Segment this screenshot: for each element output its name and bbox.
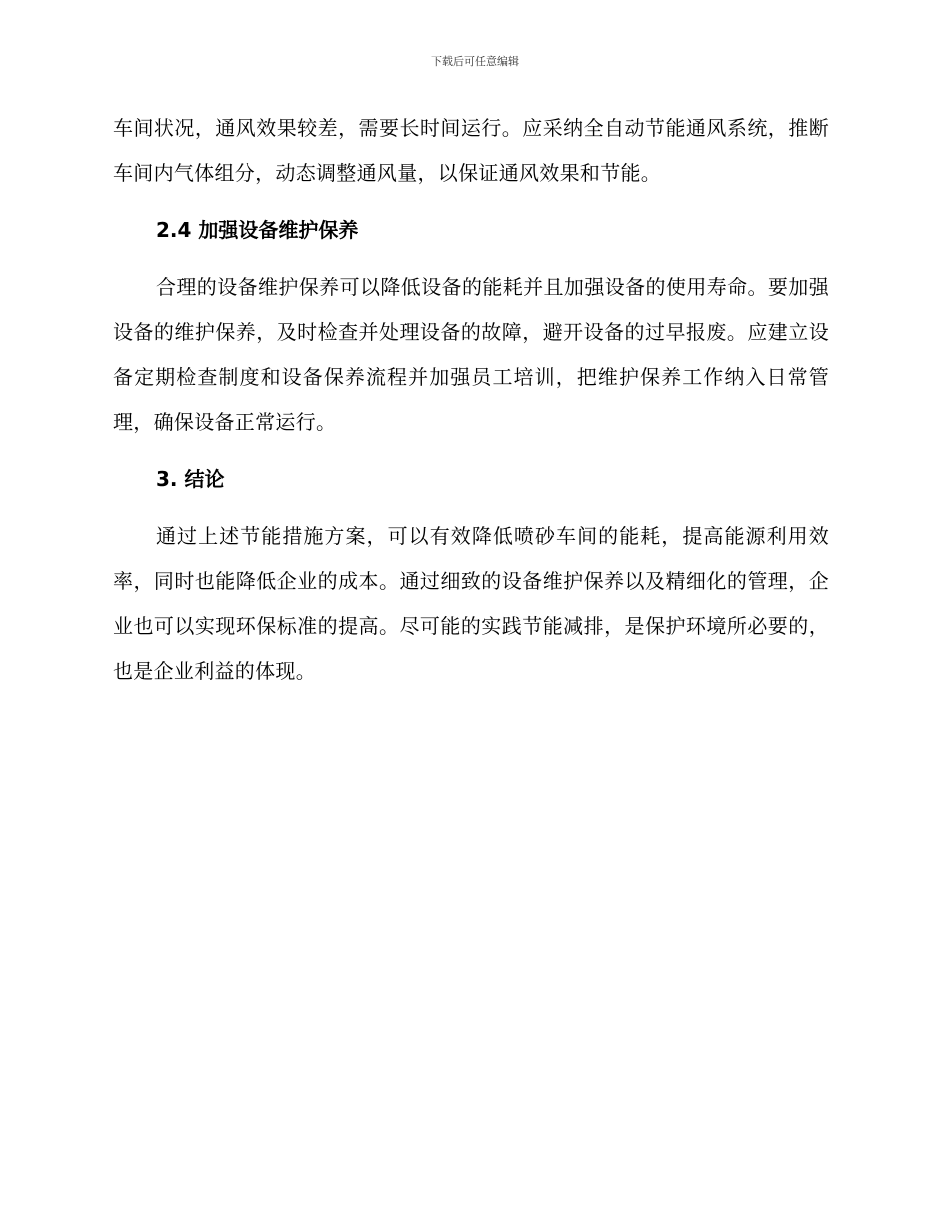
section-3-paragraph: 通过上述节能措施方案，可以有效降低喷砂车间的能耗，提高能源利用效率，同时也能降低企业的成本。通过细致的设备维护保养以及精细化的管理，企业也可以实现环保标准的提高。尽可能的实践节能减排，是保护环境所必要的，也是企业利益的体现。 xyxy=(113,524,829,683)
intro-paragraph: 车间状况，通风效果较差，需要长时间运行。应采纳全自动节能通风系统，推断车间内气体组分，动态调整通风量，以保证通风效果和节能。 xyxy=(113,116,829,185)
document-body xyxy=(113,106,829,694)
section-3-heading: 3. 结论 xyxy=(156,467,225,491)
section-2-4-paragraph: 合理的设备维护保养可以降低设备的能耗并且加强设备的使用寿命。要加强设备的维护保养，及时检查并处理设备的故障，避开设备的过早报废。应建立设备定期检查制度和设备保养流程并加强员工培训，把维护保养工作纳入日常管理，确保设备正常运行。 xyxy=(113,275,829,434)
page-header: 下载后可任意编辑 xyxy=(431,55,519,68)
section-2-4-heading: 2.4 加强设备维护保养 xyxy=(156,218,359,242)
